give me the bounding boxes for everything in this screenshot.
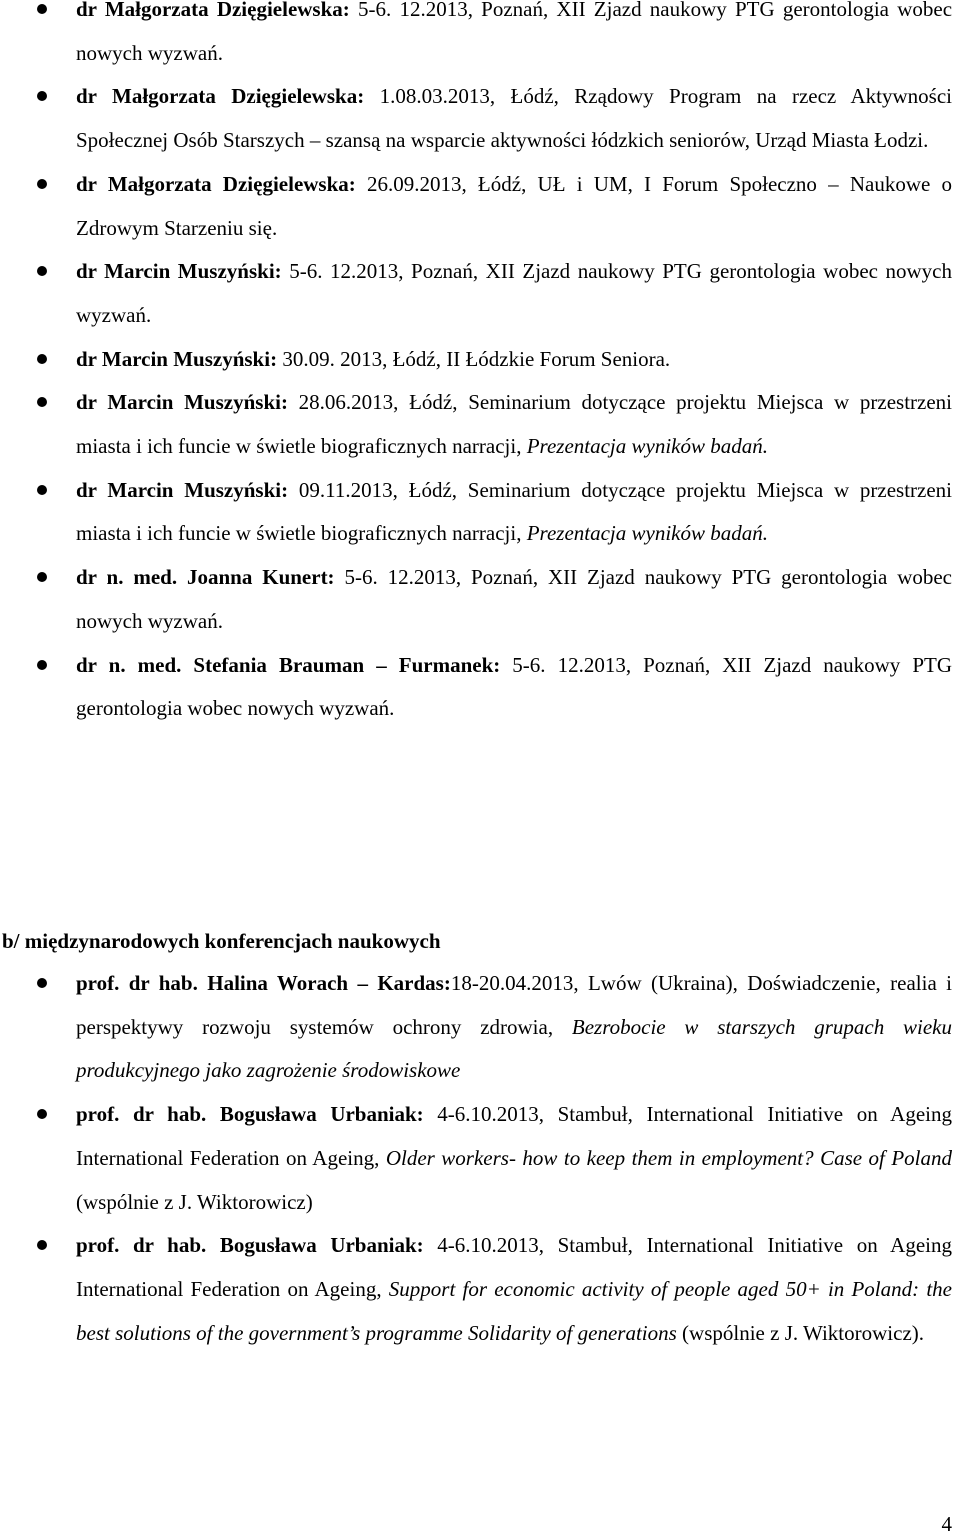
item-text: 4-6.10.2013, Stambuł, International Initiative on Ageing International Federation on Ageing, <box>76 1102 952 1170</box>
list-item <box>0 0 960 75</box>
item-italic-text: Bezrobocie w starszych grupach wieku produkcyjnego jako zagrożenie środowiskowe <box>76 1014 953 1083</box>
item-text: 5-6. 12.2013, Poznań, XII Zjazd naukowy PTG gerontologia wobec nowych wyzwań. <box>76 565 952 633</box>
item-text: 4-6.10.2013, Stambuł, International Initiative on Ageing International Federation on Ageing, <box>76 1233 952 1301</box>
list-item <box>0 338 960 382</box>
item-text: 5-6. 12.2013, Poznań, XII Zjazd naukowy PTG gerontologia wobec nowych wyzwań. <box>76 259 952 327</box>
participant-name: dr Marcin Muszyński: <box>76 477 289 502</box>
participant-name: dr Małgorzata Dzięgielewska: <box>76 0 350 21</box>
list-item <box>0 644 960 731</box>
participant-name: dr n. med. Joanna Kunert: <box>76 565 335 590</box>
participant-name: prof. dr hab. Halina Worach – Kardas: <box>76 971 451 995</box>
national-conferences-list <box>0 0 960 731</box>
list-item <box>0 1224 960 1355</box>
item-italic-text: Support for economic activity of people aged 50+ in Poland: the best solutions of the government’s programme Solidarity of generations <box>76 1276 952 1345</box>
participant-name: prof. dr hab. Bogusława Urbaniak: <box>76 1102 424 1127</box>
participant-name: dr Marcin Muszyński: <box>76 259 282 284</box>
item-text: 09.11.2013, Łódź, Seminarium dotyczące projektu Miejsca w przestrzeni miasta i ich funcie w świetle biograficznych narracji, <box>76 477 952 546</box>
list-item <box>0 556 960 643</box>
item-text: 26.09.2013, Łódź, UŁ i UM, I Forum Społeczno – Naukowe o Zdrowym Starzeniu się. <box>76 171 953 240</box>
item-italic-text: Prezentacja wyników badań. <box>526 521 768 546</box>
participant-name: dr Małgorzata Dzięgielewska: <box>76 171 356 196</box>
list-item <box>0 962 960 1093</box>
item-text: 1.08.03.2013, Łódź, Rządowy Program na rzecz Aktywności Społecznej Osób Starszych – szansą na wsparcie aktywności łódzkich seniorów, Urząd Miasta Łodzi. <box>76 84 952 153</box>
item-tail-text: (wspólnie z J. Wiktorowicz). <box>676 1320 925 1345</box>
page-number: 4 <box>941 1512 952 1536</box>
participant-name: dr Marcin Muszyński: <box>76 346 278 371</box>
section-heading: b/ międzynarodowych konferencjach naukowych <box>2 929 441 953</box>
item-tail-text: (wspólnie z J. Wiktorowicz) <box>76 1189 313 1214</box>
item-italic-text: Older workers- how to keep them in employment? Case of Poland <box>385 1145 952 1170</box>
list-item <box>0 163 960 250</box>
list-item <box>0 381 960 468</box>
participant-name: prof. dr hab. Bogusława Urbaniak: <box>76 1233 424 1258</box>
list-item <box>0 1093 960 1224</box>
item-text: 5-6. 12.2013, Poznań, XII Zjazd naukowy PTG gerontologia wobec nowych wyzwań. <box>76 652 952 721</box>
list-item <box>0 469 960 556</box>
participant-name: dr Małgorzata Dzięgielewska: <box>76 84 365 109</box>
international-conferences-list <box>0 962 960 1355</box>
list-item <box>0 75 960 162</box>
item-text: 30.09. 2013, Łódź, II Łódzkie Forum Seniora. <box>277 346 671 371</box>
item-text: 18-20.04.2013, Lwów (Ukraina), Doświadczenie, realia i perspektywy rozwoju systemów ochrony zdrowia, <box>76 971 952 1039</box>
item-text: 5-6. 12.2013, Poznań, XII Zjazd naukowy PTG gerontologia wobec nowych wyzwań. <box>76 0 953 65</box>
item-italic-text: Prezentacja wyników badań. <box>526 434 768 459</box>
participant-name: dr Marcin Muszyński: <box>76 390 288 415</box>
participant-name: dr n. med. Stefania Brauman – Furmanek: <box>76 652 501 677</box>
list-item <box>0 250 960 337</box>
item-text: 28.06.2013, Łódź, Seminarium dotyczące projektu Miejsca w przestrzeni miasta i ich funcie w świetle biograficznych narracji, <box>76 390 952 459</box>
